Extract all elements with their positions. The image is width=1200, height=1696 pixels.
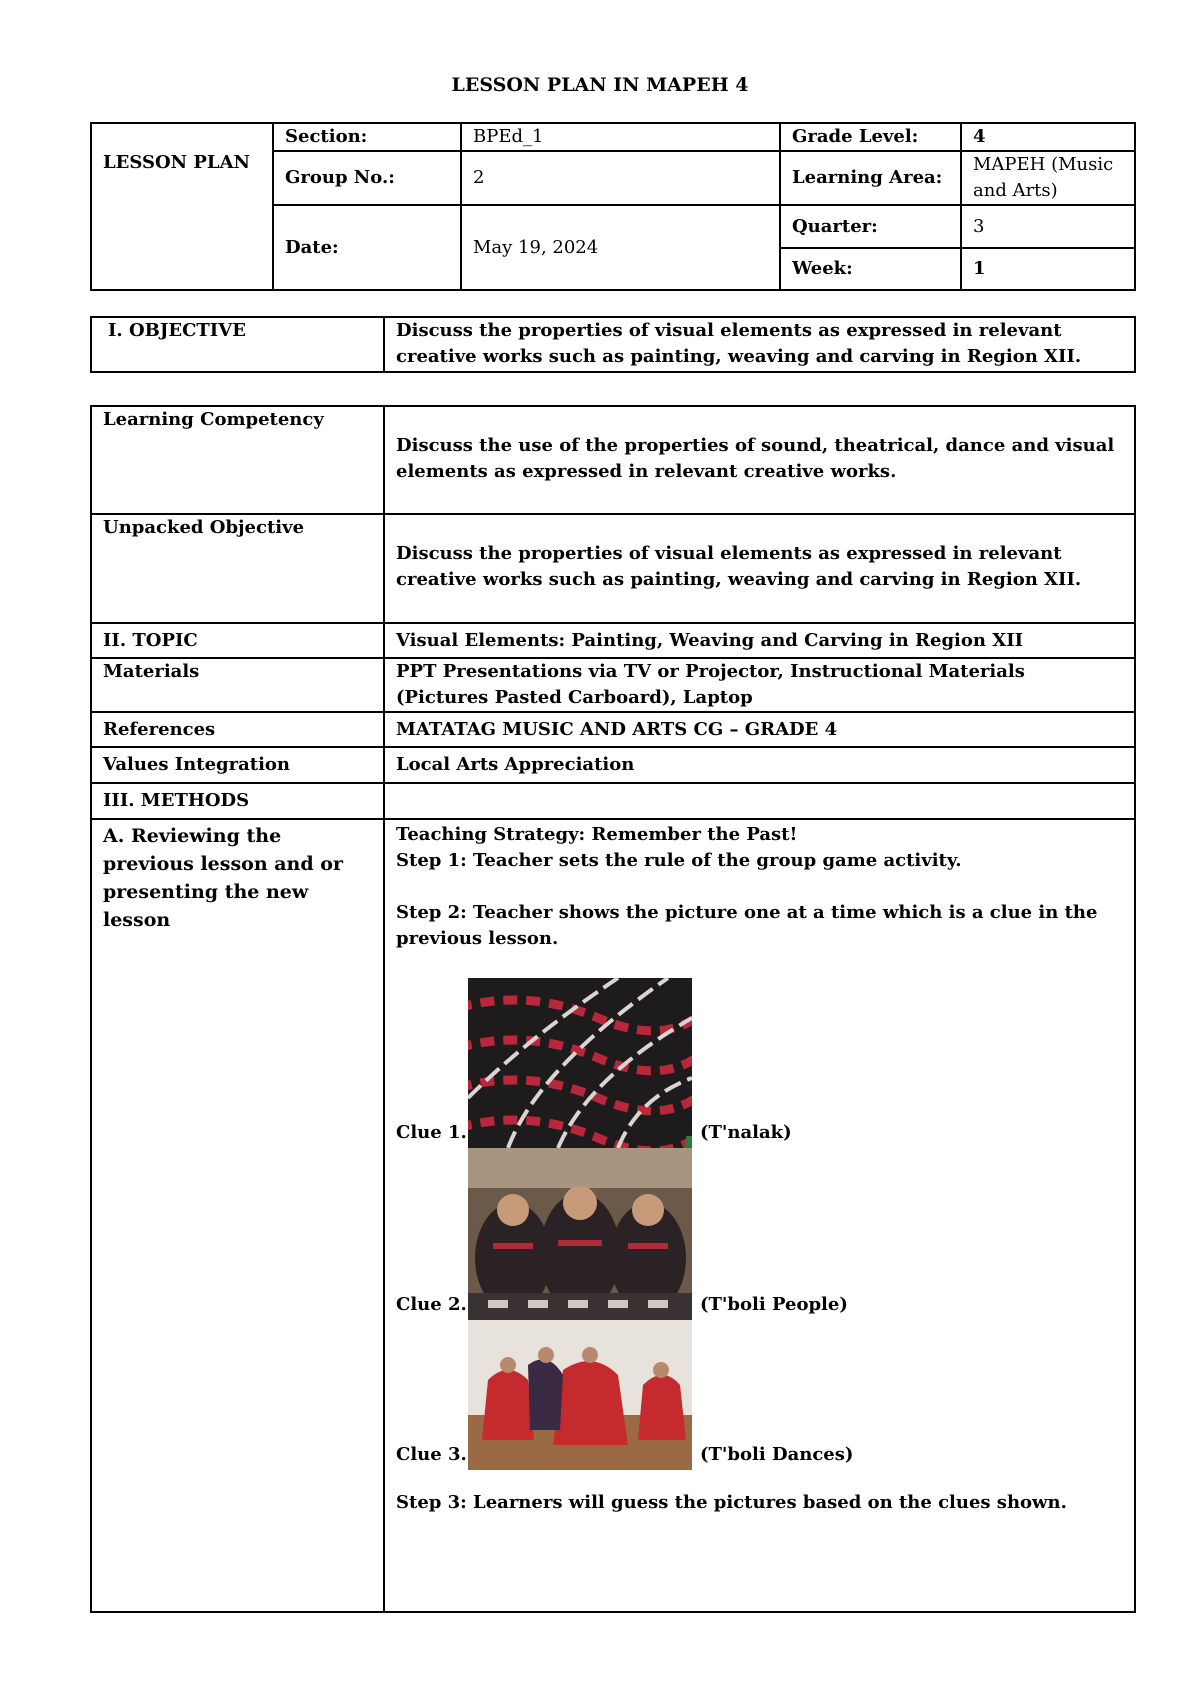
tboli-dances-image [468,1320,692,1470]
review-lesson-label: A. Reviewing the previous lesson and or presenting the new lesson [91,819,384,1612]
lesson-header-table [90,122,1136,291]
learning-area-label: Learning Area: [780,151,961,205]
materials-text: PPT Presentations via TV or Projector, Instructional Materials (Pictures Pasted Carboard), Laptop [384,658,1135,712]
quarter-value: 3 [961,205,1135,248]
values-integration-text: Local Arts Appreciation [384,747,1135,783]
step-3: Step 3: Learners will guess the pictures based on the clues shown. [396,1492,1067,1513]
date-value: May 19, 2024 [461,205,780,290]
date-label: Date: [273,205,461,290]
grade-level-value: 4 [961,123,1135,151]
clue-1 [396,978,1123,1148]
grade-level-label: Grade Level: [780,123,961,151]
unpacked-objective-text: Discuss the properties of visual elements as expressed in relevant creative works such as painting, weaving and carving in Region XII. [384,514,1135,623]
document-title: LESSON PLAN IN MAPEH 4 [451,74,749,96]
clue-2 [396,1148,1123,1320]
references-label: References [91,712,384,747]
objective-text: Discuss the properties of visual elements as expressed in relevant creative works such as painting, weaving and carving in Region XII. [384,317,1135,372]
section-label: Section: [273,123,461,151]
section-value: BPEd_1 [461,123,780,151]
clue-2-label: Clue 2. [396,1294,467,1315]
methods-label: III. METHODS [91,783,384,819]
week-value: 1 [961,248,1135,290]
step-1: Step 1: Teacher sets the rule of the group game activity. [396,850,962,871]
objective-label: I. OBJECTIVE [91,317,384,372]
group-value: 2 [461,151,780,205]
tboli-people-image [468,1148,692,1320]
quarter-label: Quarter: [780,205,961,248]
clue-2-caption: (T'boli People) [700,1294,848,1315]
teaching-strategy: Teaching Strategy: Remember the Past! [396,824,798,845]
clue-3 [396,1320,1123,1470]
unpacked-objective-label: Unpacked Objective [91,514,384,623]
clue-3-label: Clue 3. [396,1444,467,1465]
lesson-plan-label: LESSON PLAN [91,123,273,290]
clue-1-caption: (T'nalak) [700,1122,792,1143]
topic-label: II. TOPIC [91,623,384,658]
methods-empty-cell [384,783,1135,819]
lesson-body-table [90,405,1136,1613]
objective-table [90,316,1136,373]
group-label: Group No.: [273,151,461,205]
topic-text: Visual Elements: Painting, Weaving and Carving in Region XII [384,623,1135,658]
review-lesson-content [384,819,1135,1612]
values-integration-label: Values Integration [91,747,384,783]
materials-label: Materials [91,658,384,712]
references-text: MATATAG MUSIC AND ARTS CG – GRADE 4 [384,712,1135,747]
learning-area-value: MAPEH (Music and Arts) [961,151,1135,205]
step-2: Step 2: Teacher shows the picture one at a time which is a clue in the previous lesson. [396,902,1098,949]
tnalak-fabric-image [468,978,692,1148]
learning-competency-label: Learning Competency [91,406,384,514]
week-label: Week: [780,248,961,290]
clue-1-label: Clue 1. [396,1122,467,1143]
learning-competency-text: Discuss the use of the properties of sound, theatrical, dance and visual elements as expressed in relevant creative works. [384,406,1135,514]
clue-3-caption: (T'boli Dances) [700,1444,854,1465]
